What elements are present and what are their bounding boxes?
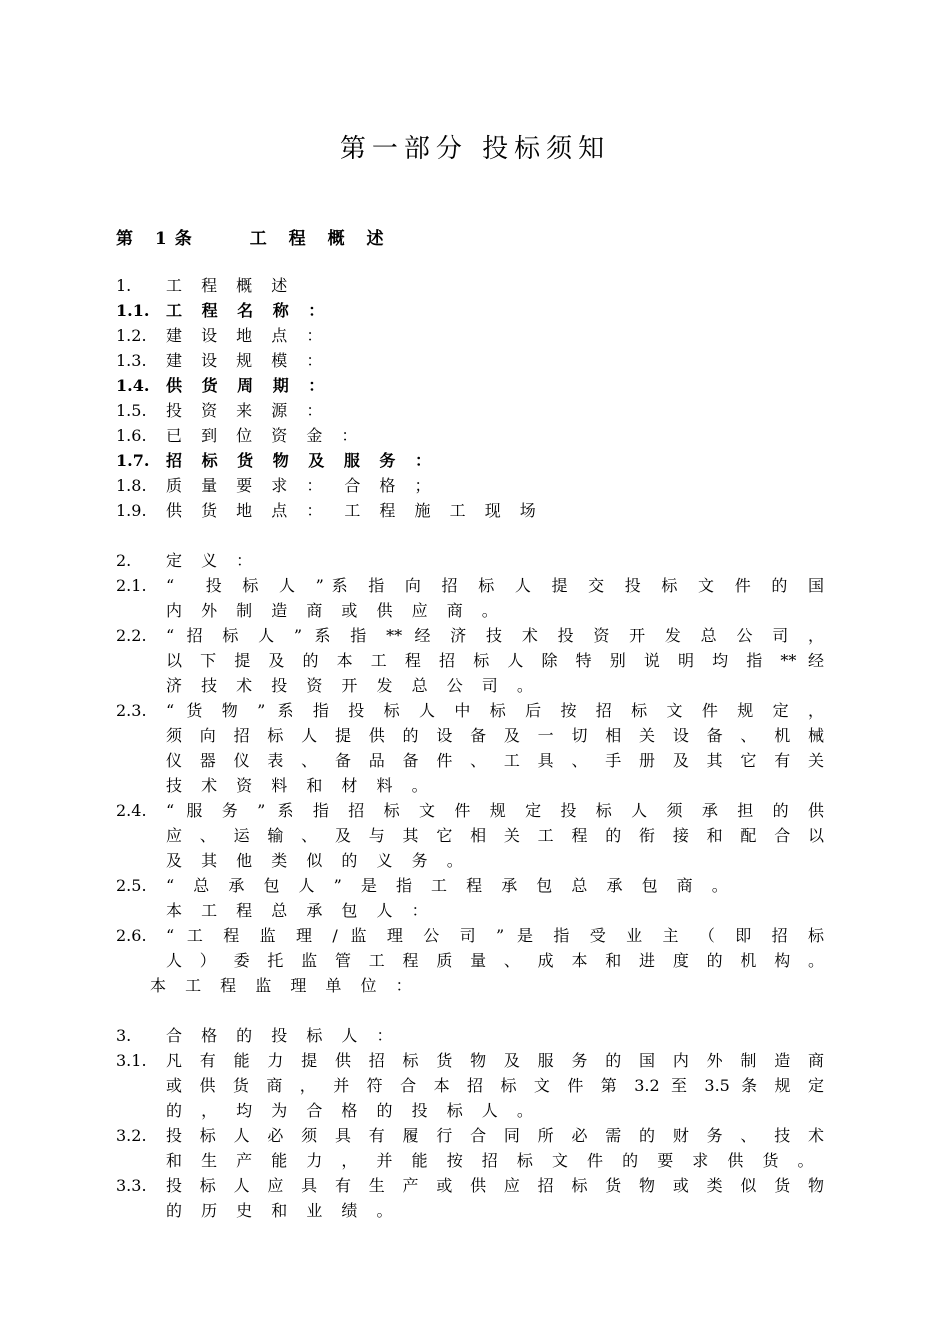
clause-text: 工 程 名 称 ： bbox=[166, 301, 332, 320]
clause-text: 质 量 要 求 ： 合 格 ； bbox=[166, 476, 438, 495]
document-line bbox=[116, 923, 824, 948]
document-line bbox=[116, 1073, 824, 1098]
clause-text: 以 下 提 及 的 本 工 程 招 标 人 除 特 别 说 明 均 指 ** 经 bbox=[166, 651, 824, 670]
clause-number: 2.6. bbox=[116, 926, 147, 945]
clause-number: 1.1. bbox=[116, 301, 150, 320]
document-line bbox=[116, 948, 824, 973]
document-line bbox=[116, 548, 824, 573]
document-line bbox=[116, 598, 824, 623]
document-line bbox=[116, 848, 824, 873]
clause-text: “ 工 程 监 理 / 监 理 公 司 ” 是 指 受 业 主 （ 即 招 标 bbox=[166, 926, 824, 945]
document-line bbox=[116, 1198, 824, 1223]
clause-number: 1. bbox=[116, 276, 132, 295]
document-line bbox=[116, 698, 824, 723]
clause-number: 2.2. bbox=[116, 626, 147, 645]
document-line bbox=[116, 1123, 824, 1148]
clause-text: 本 工 程 总 承 包 人 ： bbox=[166, 901, 435, 920]
clause-text: 供 货 周 期 ： bbox=[166, 376, 332, 395]
document-line bbox=[116, 723, 824, 748]
clause-text: 和 生 产 能 力 ， 并 能 按 招 标 文 件 的 要 求 供 货 。 bbox=[166, 1151, 821, 1170]
document-line bbox=[116, 473, 824, 498]
article-heading: 第 1条 工 程 概 述 bbox=[116, 229, 392, 249]
clause-text: “ 投 标 人 ”系 指 向 招 标 人 提 交 投 标 文 件 的 国 bbox=[166, 576, 824, 595]
clause-text: 本 工 程 监 理 单 位 ： bbox=[150, 976, 419, 995]
clause-text: 的 ， 均 为 合 格 的 投 标 人 。 bbox=[166, 1101, 540, 1120]
document-line bbox=[116, 623, 824, 648]
clause-text: “ 服 务 ” 系 指 招 标 文 件 规 定 投 标 人 须 承 担 的 供 bbox=[166, 801, 824, 820]
clause-number: 3. bbox=[116, 1026, 132, 1045]
clause-text: 定 义 ： bbox=[166, 551, 260, 570]
document-body bbox=[116, 273, 824, 1223]
document-line bbox=[116, 398, 824, 423]
document-line bbox=[116, 523, 824, 548]
clause-number: 3.3. bbox=[116, 1176, 147, 1195]
clause-number: 1.6. bbox=[116, 426, 147, 445]
document-line bbox=[116, 373, 824, 398]
document-line bbox=[116, 823, 824, 848]
clause-text: “ 货 物 ” 系 指 投 标 人 中 标 后 按 招 标 文 件 规 定 ， bbox=[166, 701, 824, 720]
document-line bbox=[116, 448, 824, 473]
document-line bbox=[116, 1098, 824, 1123]
clause-number: 2.4. bbox=[116, 801, 147, 820]
clause-text: 人 ） 委 托 监 管 工 程 质 量 、 成 本 和 进 度 的 机 构 。 bbox=[166, 951, 824, 970]
clause-number: 1.3. bbox=[116, 351, 147, 370]
document-line bbox=[116, 873, 824, 898]
clause-text: 或 供 货 商 ， 并 符 合 本 招 标 文 件 第 3.2 至 3.5 条 规 定 bbox=[166, 1076, 824, 1095]
clause-number: 3.2. bbox=[116, 1126, 147, 1145]
document-line bbox=[116, 423, 824, 448]
page-title: 第一部分 投标须知 bbox=[339, 134, 611, 164]
document-line bbox=[116, 1148, 824, 1173]
clause-number: 2. bbox=[116, 551, 132, 570]
clause-text: 招 标 货 物 及 服 务 ： bbox=[166, 451, 438, 470]
document-line bbox=[116, 273, 824, 298]
clause-number: 3.1. bbox=[116, 1051, 147, 1070]
document-line bbox=[116, 773, 824, 798]
clause-text: 投 资 来 源 ： bbox=[166, 401, 330, 420]
clause-text: 凡 有 能 力 提 供 招 标 货 物 及 服 务 的 国 内 外 制 造 商 bbox=[166, 1051, 824, 1070]
document-line bbox=[116, 348, 824, 373]
clause-text: 已 到 位 资 金 ： bbox=[166, 426, 365, 445]
document-line bbox=[116, 573, 824, 598]
document-line bbox=[116, 998, 824, 1023]
clause-text: 投 标 人 应 具 有 生 产 或 供 应 招 标 货 物 或 类 似 货 物 bbox=[166, 1176, 824, 1195]
clause-text: 及 其 他 类 似 的 义 务 。 bbox=[166, 851, 470, 870]
document-line bbox=[116, 898, 824, 923]
clause-number: 1.4. bbox=[116, 376, 150, 395]
clause-text: 技 术 资 料 和 材 料 。 bbox=[166, 776, 435, 795]
clause-text: 内 外 制 造 商 或 供 应 商 。 bbox=[166, 601, 505, 620]
clause-number: 1.7. bbox=[116, 451, 150, 470]
clause-number: 1.5. bbox=[116, 401, 147, 420]
document-line bbox=[116, 973, 824, 998]
clause-text: 须 向 招 标 人 提 供 的 设 备 及 一 切 相 关 设 备 、 机 械 bbox=[166, 726, 824, 745]
clause-number: 1.8. bbox=[116, 476, 147, 495]
clause-text: 应 、 运 输 、 及 与 其 它 相 关 工 程 的 衔 接 和 配 合 以 bbox=[166, 826, 824, 845]
clause-number: 2.3. bbox=[116, 701, 147, 720]
document-line bbox=[116, 748, 824, 773]
document-line bbox=[116, 323, 824, 348]
clause-number: 1.9. bbox=[116, 501, 147, 520]
document-line bbox=[116, 1173, 824, 1198]
document-line bbox=[116, 648, 824, 673]
clause-number: 2.5. bbox=[116, 876, 147, 895]
clause-text: 投 标 人 必 须 具 有 履 行 合 同 所 必 需 的 财 务 、 技 术 bbox=[166, 1126, 824, 1145]
clause-text: 仪 器 仪 表 、 备 品 备 件 、 工 具 、 手 册 及 其 它 有 关 bbox=[166, 751, 824, 770]
document-line bbox=[116, 798, 824, 823]
clause-text: “ 总 承 包 人 ” 是 指 工 程 承 包 总 承 包 商 。 bbox=[166, 876, 735, 895]
document-line bbox=[116, 673, 824, 698]
clause-number: 2.1. bbox=[116, 576, 147, 595]
clause-text: 工 程 概 述 bbox=[166, 276, 295, 295]
document-line bbox=[116, 1048, 824, 1073]
clause-text: 建 设 规 模 ： bbox=[166, 351, 330, 370]
clause-text: 的 历 史 和 业 绩 。 bbox=[166, 1201, 400, 1220]
clause-text: “ 招 标 人 ” 系 指 ** 经 济 技 术 投 资 开 发 总 公 司 ， bbox=[166, 626, 824, 645]
document-line bbox=[116, 1023, 824, 1048]
clause-text: 供 货 地 点 ： 工 程 施 工 现 场 bbox=[166, 501, 543, 520]
clause-text: 合 格 的 投 标 人 ： bbox=[166, 1026, 400, 1045]
clause-text: 建 设 地 点 ： bbox=[166, 326, 330, 345]
clause-number: 1.2. bbox=[116, 326, 147, 345]
document-line bbox=[116, 298, 824, 323]
document-line bbox=[116, 498, 824, 523]
clause-text: 济 技 术 投 资 开 发 总 公 司 。 bbox=[166, 676, 540, 695]
